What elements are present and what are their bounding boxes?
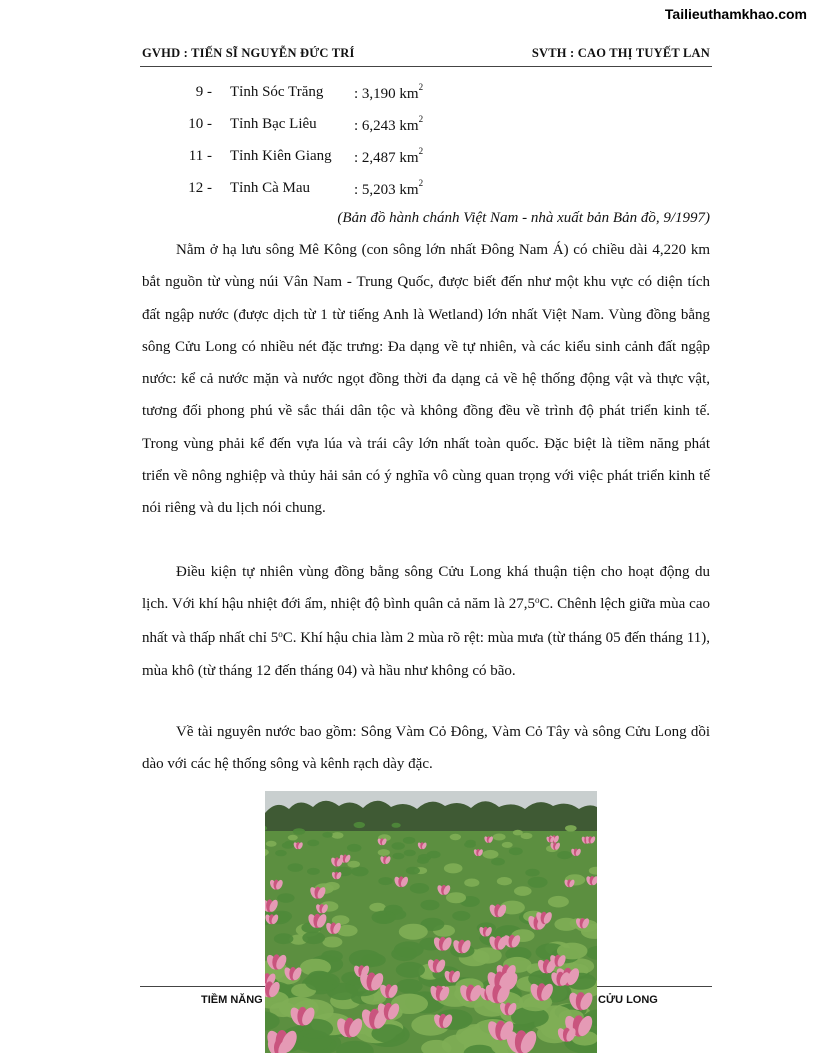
lotus-leaf — [464, 879, 479, 887]
lotus-leaf — [347, 844, 362, 852]
lotus-leaf — [302, 932, 325, 945]
lotus-leaf — [450, 834, 461, 840]
lotus-leaf — [404, 850, 416, 857]
header-divider — [140, 66, 712, 67]
lotus-leaf — [307, 840, 319, 847]
lotus-leaf — [502, 842, 513, 848]
lotus-leaf — [554, 918, 578, 931]
lotus-leaf — [525, 869, 539, 877]
paragraph-geography: Nằm ở hạ lưu sông Mê Kông (con sông lớn nhất Đông Nam Á) có chiều dài 4,220 km bắt nguồn từ vùng núi Vân Nam - Trung Quốc, được biết đến như một khu vực có diện tích đất ngập nước (được dịch từ 1 từ tiếng Anh là Wetland) lớn nhất Việt Nam. Vùng đồng bằng sông Cửu Long có nhiều nét đặc trưng: Đa dạng về tự nhiên, và các kiểu sinh cảnh đất ngập nước: kể cả nước mặn và nước ngọt đồng thời đa dạng cả về hệ thống động vật và thực vật, tương đối phong phú về sắc thái dân tộc và không đồng đều về trình độ phát triển kinh tế. Trong vùng phải kể đến vựa lúa và trái cây lớn nhất toàn quốc. Đặc biệt là tiềm năng phát triển về nông nghiệp và thủy hải sản có ý nghĩa vô cùng quan trọng với việc phát triển kinh tế nói riêng và du lịch nói chung. — [142, 242, 710, 517]
lotus-leaf — [497, 877, 512, 885]
province-name: Tỉnh Cà Mau — [230, 180, 310, 196]
lotus-leaf — [291, 1030, 332, 1052]
lotus-leaf — [514, 886, 532, 896]
lotus-leaf — [399, 924, 428, 940]
lotus-field-photo — [265, 791, 597, 1053]
lotus-leaf — [378, 849, 390, 856]
paragraph-climate: Điều kiện tự nhiên vùng đồng bằng sông Cửu Long khá thuận tiện cho hoạt động du lịch. Với khí hậu nhiệt đới ẩm, nhiệt độ bình quân cả năm là 27,5$^o$C. Chênh lệch giữa mùa cao nhất và thấp nhất chỉ 5$^o$C. Khí hậu chia làm 2 mùa rõ rệt: mùa mưa (từ tháng 05 đến tháng 11), mùa khô (từ tháng 12 đến tháng 04) và hầu như không có bão. — [142, 564, 711, 679]
lotus-leaf — [392, 842, 405, 849]
lotus-leaf — [427, 851, 441, 859]
lotus-leaf — [274, 933, 294, 944]
province-area: : 3,190 $km^2$ — [354, 82, 424, 102]
lotus-leaf — [493, 834, 506, 841]
lotus-leaf — [403, 837, 416, 844]
lotus-leaf — [446, 892, 466, 903]
province-area: : 6,243 $km^2$ — [354, 114, 424, 134]
lotus-leaf — [349, 950, 382, 968]
lotus-leaf — [417, 857, 429, 864]
lotus-leaf — [305, 972, 340, 991]
lotus-leaf — [464, 841, 476, 847]
lotus-leaf — [394, 941, 424, 957]
lotus-leaf — [322, 832, 332, 838]
province-name: Tỉnh Kiên Giang — [230, 148, 332, 164]
lotus-leaf — [347, 861, 360, 868]
lotus-leaf — [392, 823, 401, 828]
lotus-leaf — [307, 868, 320, 875]
lotus-leaf — [282, 842, 294, 849]
lotus-leaf — [293, 828, 305, 835]
province-name: Tỉnh Sóc Trăng — [230, 84, 324, 100]
province-name: Tỉnh Bạc Liêu — [230, 116, 317, 132]
lotus-leaf — [509, 847, 523, 855]
lotus-leaf — [420, 900, 439, 911]
lotus-leaf — [521, 833, 533, 839]
paragraph-water: Về tài nguyên nước bao gồm: Sông Vàm Cỏ Đông, Vàm Cỏ Tây và sông Cửu Long dồi dào với các hệ thống sông và kênh rạch dày đặc. — [142, 724, 710, 773]
item-number: 9 - — [195, 84, 212, 100]
lotus-leaf — [354, 822, 365, 828]
item-number: 12 - — [188, 180, 212, 196]
lotus-leaf — [444, 863, 463, 873]
lotus-leaf — [396, 962, 425, 978]
lotus-leaf — [565, 825, 577, 831]
lotus-leaf — [392, 853, 404, 860]
lotus-leaf — [491, 858, 505, 866]
lotus-leaf — [528, 877, 548, 888]
lotus-leaf — [288, 835, 298, 841]
province-area: : 5,203 $km^2$ — [354, 178, 424, 198]
item-number: 11 - — [188, 148, 212, 164]
lotus-leaf — [378, 877, 393, 885]
source-citation: (Bản đồ hành chánh Việt Nam - nhà xuất bản Bản đồ, 9/1997) — [337, 210, 710, 226]
lotus-leaf — [372, 911, 396, 924]
lotus-leaf — [288, 863, 304, 872]
lotus-leaf — [277, 893, 294, 903]
watermark: Tailieuthamkhao.com — [664, 6, 807, 22]
lotus-leaf — [266, 841, 277, 847]
lotus-leaf — [557, 851, 572, 859]
lotus-leaf — [483, 850, 499, 859]
footer-right-text: CỬU LONG — [598, 994, 658, 1006]
lotus-leaf — [396, 979, 423, 994]
lotus-leaf — [369, 903, 385, 912]
item-number: 10 - — [188, 116, 212, 132]
lotus-leaf — [452, 911, 470, 921]
header-student: SVTH : CAO THỊ TUYẾT LAN — [531, 46, 710, 60]
lotus-field-image — [265, 791, 597, 1053]
lotus-leaf — [410, 883, 429, 894]
header-advisor: GVHD : TIẾN SĨ NGUYỄN ĐỨC TRÍ — [142, 46, 355, 60]
footer-left-text: TIỀM NĂNG — [201, 994, 263, 1006]
lotus-leaf — [332, 832, 344, 839]
lotus-leaf — [406, 867, 420, 875]
lotus-leaf — [351, 867, 368, 877]
lotus-leaf — [275, 850, 287, 856]
lotus-leaf — [548, 896, 569, 908]
lotus-leaf — [322, 937, 342, 948]
province-area: : 2,487 $km^2$ — [354, 146, 424, 166]
